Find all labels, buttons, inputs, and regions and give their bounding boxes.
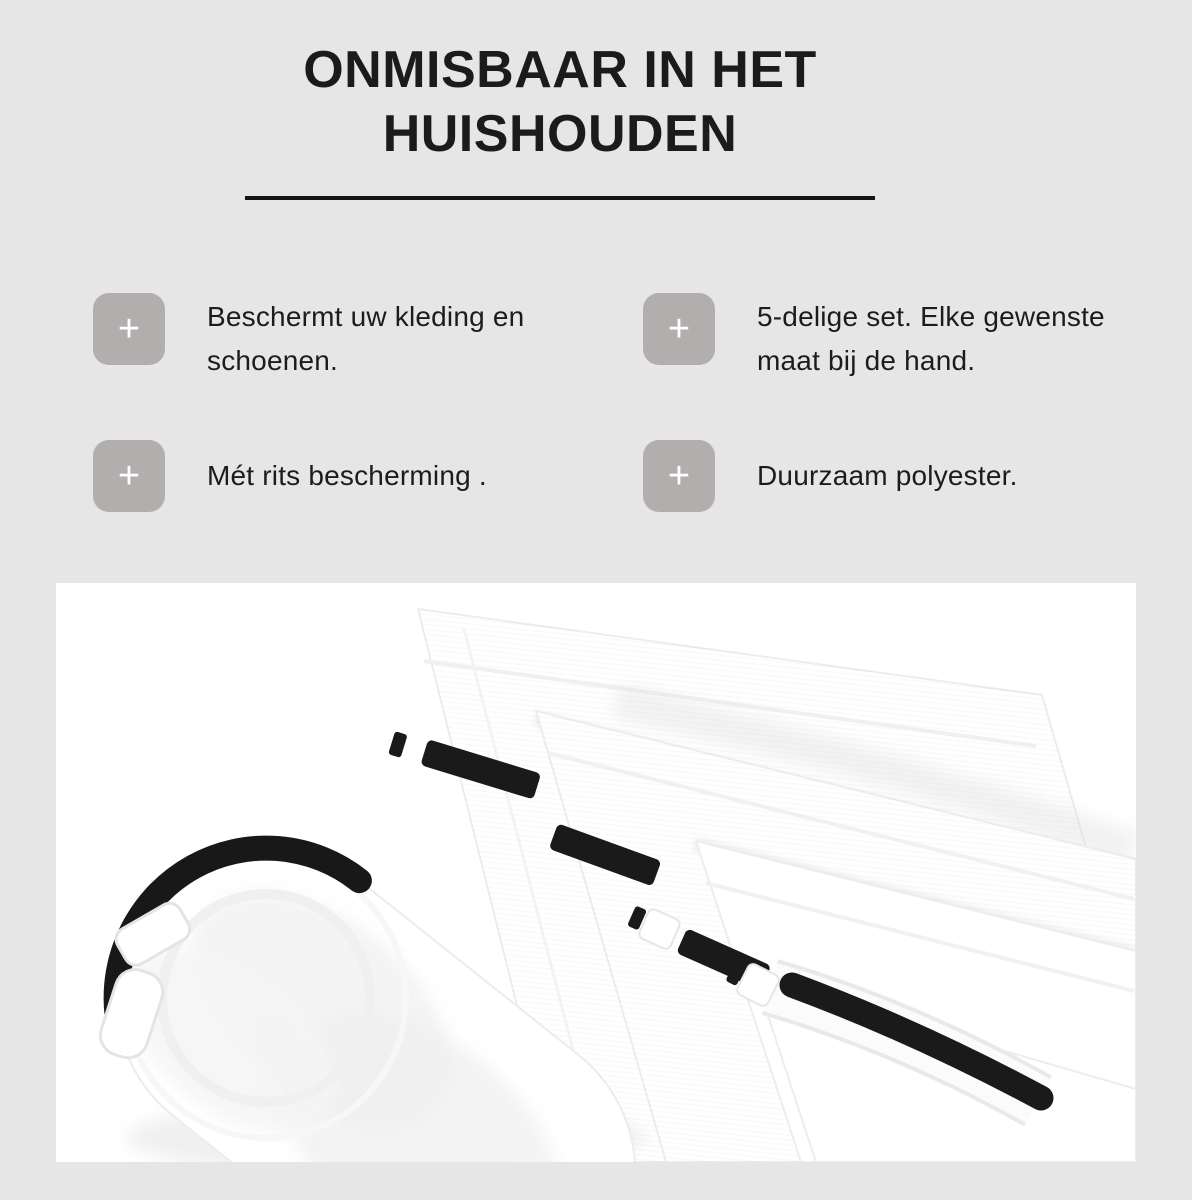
product-photo	[56, 583, 1136, 1162]
plus-icon-glyph: +	[117, 308, 141, 350]
page-header	[0, 38, 1120, 200]
plus-icon-glyph: +	[117, 455, 141, 497]
plus-icon-glyph: +	[667, 308, 691, 350]
plus-icon	[643, 293, 715, 365]
feature-item-set	[643, 293, 1149, 383]
plus-icon	[93, 440, 165, 512]
feature-text: 5-delige set. Elke gewenste maat bij de hand.	[757, 301, 1105, 376]
feature-text: Duurzaam polyester.	[757, 460, 1018, 491]
feature-text: Beschermt uw kleding en schoenen.	[207, 301, 525, 376]
title-divider	[245, 196, 875, 200]
feature-text: Mét rits bescherming .	[207, 460, 487, 491]
plus-icon	[643, 440, 715, 512]
feature-item-polyester	[643, 440, 1177, 512]
feature-item-protect	[93, 293, 547, 383]
plus-icon-glyph: +	[667, 455, 691, 497]
page-title	[0, 38, 1120, 166]
product-photo-svg	[56, 583, 1136, 1162]
feature-item-zipper	[93, 440, 627, 512]
plus-icon	[93, 293, 165, 365]
page-title-line1: ONMISBAAR IN HET	[303, 41, 817, 99]
page-title-line2: HUISHOUDEN	[382, 105, 738, 163]
